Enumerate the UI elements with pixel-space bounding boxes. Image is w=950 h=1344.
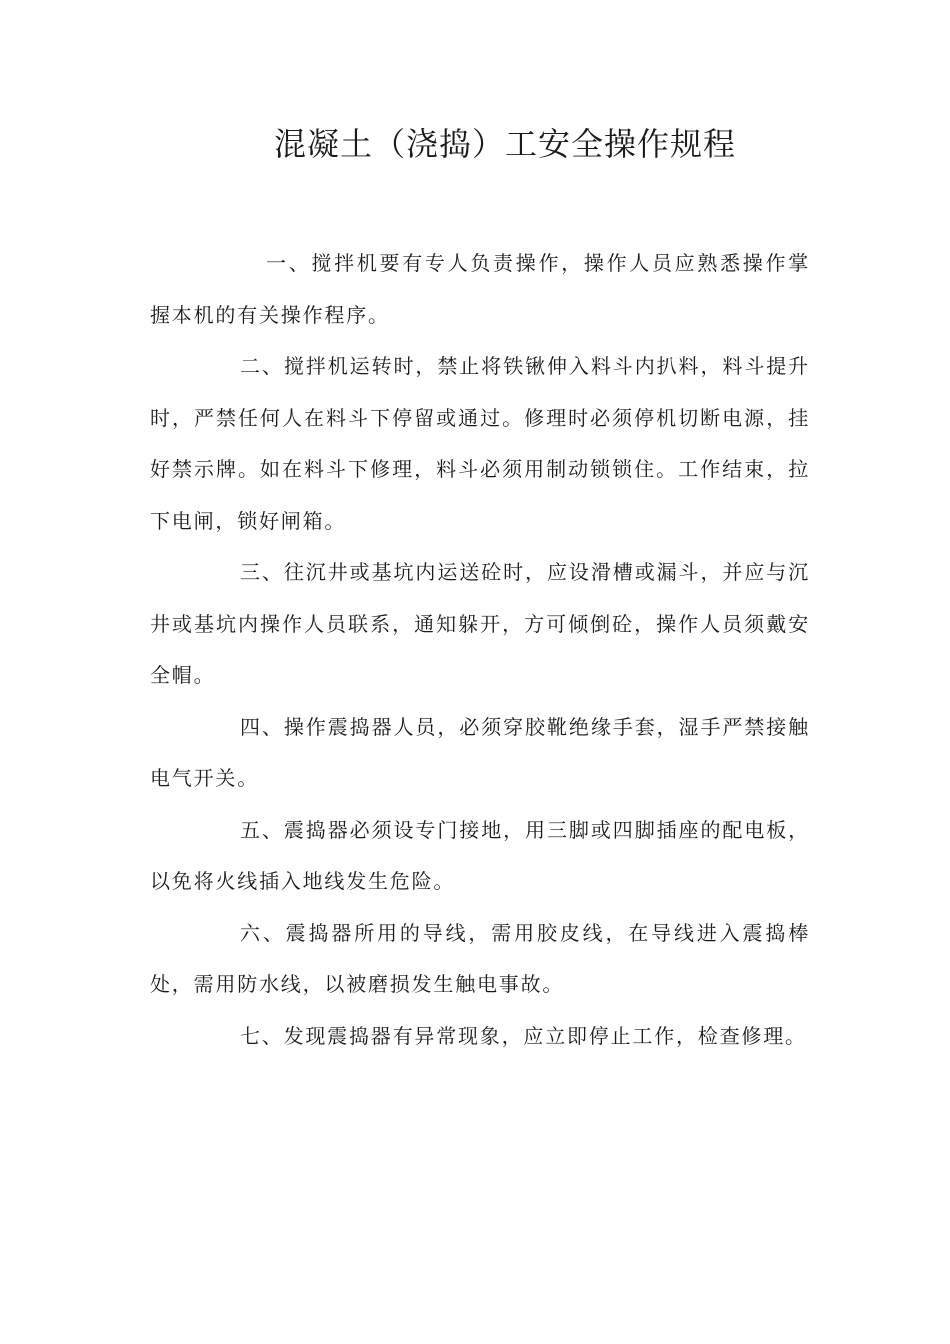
document-body (150, 238, 810, 1062)
rule-paragraph-4: 四、操作震捣器人员，必须穿胶靴绝缘手套，湿手严禁接触电气开关。 (150, 714, 810, 790)
rule-paragraph-5: 五、震捣器必须设专门接地，用三脚或四脚插座的配电板，以免将火线插入地线发生危险。 (150, 817, 810, 893)
document-title: 混凝土（浇捣）工安全操作规程 (273, 125, 736, 163)
rule-paragraph-1: 一、搅拌机要有专人负责操作，操作人员应熟悉操作掌握本机的有关操作程序。 (150, 251, 810, 327)
rule-paragraph-2: 二、搅拌机运转时，禁止将铁锹伸入料斗内扒料，料斗提升时，严禁任何人在料斗下停留或通过。修理时必须停机切断电源，挂好禁示牌。如在料斗下修理，料斗必须用制动锁锁住。工作结束，拉下电闸，锁好闸箱。 (150, 354, 810, 533)
rule-paragraph-7: 七、发现震捣器有异常现象，应立即停止工作，检查修理。 (240, 1023, 807, 1048)
rule-paragraph-3: 三、往沉井或基坑内运送砼时，应设滑槽或漏斗，并应与沉井或基坑内操作人员联系，通知躲开，方可倾倒砼，操作人员须戴安全帽。 (150, 560, 810, 687)
rule-paragraph-6: 六、震捣器所用的导线，需用胶皮线，在导线进入震捣棒处，需用防水线，以被磨损发生触电事故。 (150, 920, 810, 996)
